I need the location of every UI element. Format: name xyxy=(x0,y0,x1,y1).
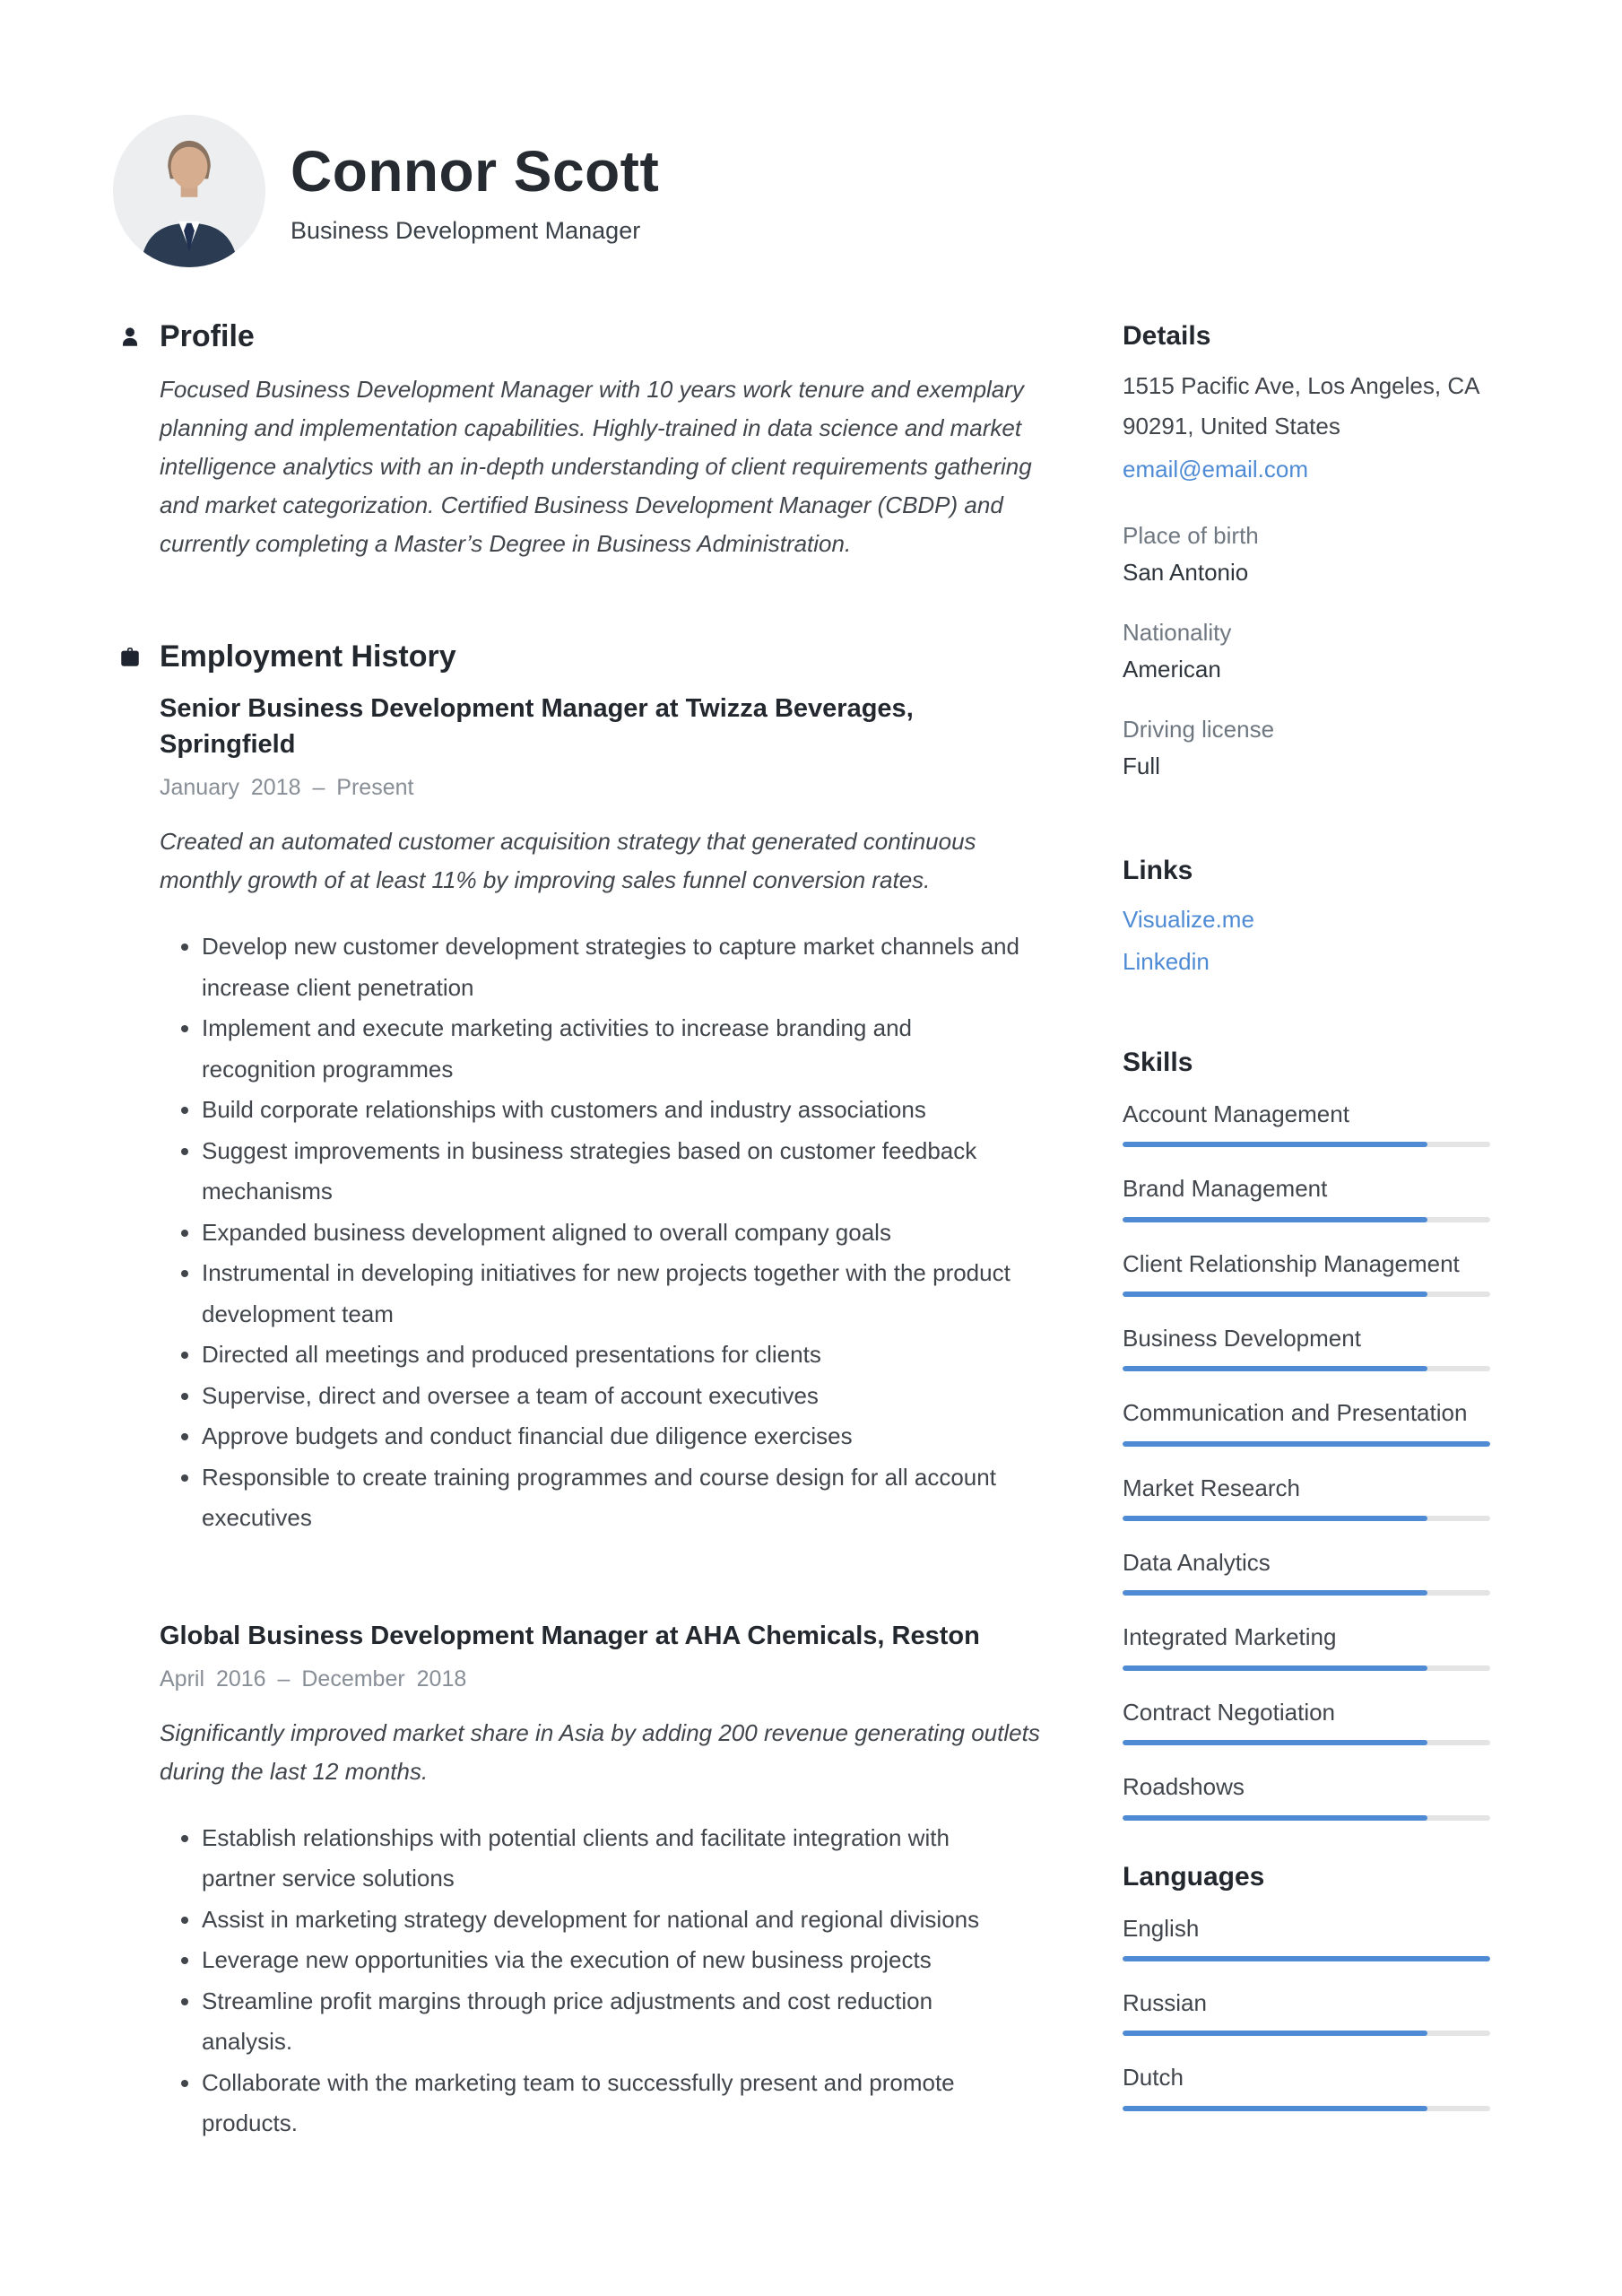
language-bar-fill xyxy=(1123,1956,1490,1961)
portrait-photo-placeholder xyxy=(113,115,265,267)
links-section xyxy=(1123,856,1490,983)
language-row xyxy=(1123,2061,1490,2110)
skill-row xyxy=(1123,1396,1490,1446)
job-bullet: • Develop new customer development strategies to capture market channels and increase client penetration xyxy=(202,926,1020,1008)
language-bar-track xyxy=(1123,2031,1490,2036)
skill-bar-fill xyxy=(1123,1590,1427,1596)
skill-bar-fill xyxy=(1123,1516,1427,1521)
header xyxy=(0,0,1622,267)
details-heading: Details xyxy=(1123,321,1211,351)
field-value-driving-license: Full xyxy=(1123,752,1160,780)
skill-bar-track xyxy=(1123,1441,1490,1447)
job-title: Senior Business Development Manager at Twizza Beverages, Springfield xyxy=(160,694,914,760)
skill-bar-fill xyxy=(1123,1292,1427,1297)
skill-row xyxy=(1123,1770,1490,1820)
language-row xyxy=(1123,1912,1490,1961)
skill-name: Integrated Marketing xyxy=(1123,1623,1337,1651)
job-bullet-list xyxy=(160,926,1020,1539)
address: 1515 Pacific Ave, Los Angeles, CA 90291, United States xyxy=(1123,372,1479,439)
profile-summary: Focused Business Development Manager with 10 years work tenure and exemplary planning and implementation capabilities. Highly-trained in data science and market intelligence analytics with an in-depth understanding of client requirements gathering and market categorization. Certified Business Development Manager (CBDP) and currently completing a Master’s Degree in Business Administration. xyxy=(160,376,1032,557)
skill-row xyxy=(1123,1248,1490,1297)
skill-name: Market Research xyxy=(1123,1474,1300,1501)
employment-heading: Employment History xyxy=(160,639,456,674)
field-label-nationality: Nationality xyxy=(1123,619,1232,647)
content-columns xyxy=(0,319,1622,2144)
skill-bar-fill xyxy=(1123,1217,1427,1222)
skill-name: Data Analytics xyxy=(1123,1549,1271,1577)
link-linkedin[interactable]: Linkedin xyxy=(1123,947,1210,975)
skill-bar-fill xyxy=(1123,1665,1427,1671)
person-name: Connor Scott xyxy=(291,138,660,204)
language-bar-fill xyxy=(1123,2106,1427,2111)
person-icon xyxy=(118,325,142,350)
job-bullet-list xyxy=(160,1818,1020,2144)
field-label-driving-license: Driving license xyxy=(1123,716,1275,744)
language-name: English xyxy=(1123,1914,1200,1942)
language-bar-fill xyxy=(1123,2031,1427,2036)
language-row xyxy=(1123,1987,1490,2036)
skill-bar-track xyxy=(1123,1217,1490,1222)
skill-bar-track xyxy=(1123,1366,1490,1371)
job-summary: Created an automated customer acquisition strategy that generated continuous monthly growth of at least 11% by improving sales funnel conversion rates. xyxy=(160,828,976,894)
job-bullet: • Expanded business development aligned to overall company goals xyxy=(202,1213,1020,1254)
main-column xyxy=(118,319,1073,2144)
job-entry-1 xyxy=(160,691,1073,1538)
language-bar-track xyxy=(1123,1956,1490,1961)
job-bullet: • Streamline profit margins through price adjustments and cost reduction analysis. xyxy=(202,1981,1020,2063)
job-bullet: • Suggest improvements in business strategies based on customer feedback mechanisms xyxy=(202,1131,1020,1213)
skill-name: Contract Negotiation xyxy=(1123,1698,1336,1726)
language-name: Russian xyxy=(1123,1989,1207,2017)
job-bullet: • Collaborate with the marketing team to successfully present and promote products. xyxy=(202,2063,1020,2144)
skill-bar-track xyxy=(1123,1740,1490,1745)
skill-bar-track xyxy=(1123,1815,1490,1821)
job-bullet: • Approve budgets and conduct financial due diligence exercises xyxy=(202,1416,1020,1457)
job-bullet: • Supervise, direct and oversee a team of account executives xyxy=(202,1376,1020,1417)
skills-heading: Skills xyxy=(1123,1047,1193,1077)
languages-section xyxy=(1123,1862,1490,2111)
profile-heading-row xyxy=(118,319,1073,354)
job-dates: April 2016 – December 2018 xyxy=(160,1665,467,1692)
job-title: Global Business Development Manager at AHA Chemicals, Reston xyxy=(160,1621,980,1650)
skill-row xyxy=(1123,1472,1490,1521)
link-visualize-me[interactable]: Visualize.me xyxy=(1123,906,1254,934)
skills-section xyxy=(1123,1048,1490,1821)
profile-photo xyxy=(113,115,265,267)
job-bullet: • Leverage new opportunities via the execution of new business projects xyxy=(202,1940,1020,1981)
skill-bar-track xyxy=(1123,1590,1490,1596)
job-bullet: • Establish relationships with potential clients and facilitate integration with partner service solutions xyxy=(202,1818,1020,1900)
skill-name: Roadshows xyxy=(1123,1773,1245,1801)
job-bullet: • Instrumental in developing initiatives for new projects together with the product development team xyxy=(202,1253,1020,1335)
job-bullet: • Implement and execute marketing activities to increase branding and recognition programmes xyxy=(202,1008,1020,1090)
sidebar xyxy=(1123,319,1490,2136)
profile-section xyxy=(118,319,1073,562)
job-dates: January 2018 – Present xyxy=(160,775,414,801)
skill-row xyxy=(1123,1322,1490,1371)
skill-row xyxy=(1123,1172,1490,1222)
skill-row xyxy=(1123,1621,1490,1670)
skill-name: Business Development xyxy=(1123,1324,1361,1352)
languages-heading: Languages xyxy=(1123,1861,1265,1892)
job-bullet: • Directed all meetings and produced presentations for clients xyxy=(202,1335,1020,1376)
skill-bar-fill xyxy=(1123,1366,1427,1371)
skill-bar-track xyxy=(1123,1142,1490,1147)
links-heading: Links xyxy=(1123,856,1193,886)
skill-row xyxy=(1123,1546,1490,1596)
job-summary: Significantly improved market share in Asia by adding 200 revenue generating outlets during the last 12 months. xyxy=(160,1718,1040,1785)
header-text xyxy=(291,138,659,245)
skill-row xyxy=(1123,1098,1490,1147)
skill-row xyxy=(1123,1696,1490,1745)
language-bar-track xyxy=(1123,2106,1490,2111)
skill-name: Client Relationship Management xyxy=(1123,1249,1460,1277)
person-title: Business Development Manager xyxy=(291,216,641,244)
skill-bar-track xyxy=(1123,1292,1490,1297)
skill-name: Account Management xyxy=(1123,1100,1349,1127)
briefcase-icon xyxy=(118,645,142,670)
employment-heading-row xyxy=(118,639,1073,674)
skill-bar-fill xyxy=(1123,1142,1427,1147)
language-name: Dutch xyxy=(1123,2064,1184,2092)
details-section xyxy=(1123,321,1490,780)
skill-bar-fill xyxy=(1123,1740,1427,1745)
skill-name: Brand Management xyxy=(1123,1175,1328,1203)
field-value-place-of-birth: San Antonio xyxy=(1123,559,1249,587)
job-entry-2 xyxy=(160,1618,1073,2144)
job-bullet: • Assist in marketing strategy development for national and regional divisions xyxy=(202,1900,1020,1941)
skill-bar-track xyxy=(1123,1516,1490,1521)
employment-section xyxy=(118,639,1073,2144)
skill-bar-fill xyxy=(1123,1441,1490,1447)
skill-bar-track xyxy=(1123,1665,1490,1671)
field-label-place-of-birth: Place of birth xyxy=(1123,522,1259,550)
skill-bar-fill xyxy=(1123,1815,1427,1821)
profile-heading: Profile xyxy=(160,319,255,353)
job-bullet: • Build corporate relationships with customers and industry associations xyxy=(202,1090,1020,1131)
skill-name: Communication and Presentation xyxy=(1123,1399,1468,1427)
field-value-nationality: American xyxy=(1123,656,1221,683)
email-link[interactable]: email@email.com xyxy=(1123,456,1308,483)
job-bullet: • Responsible to create training programmes and course design for all account executives xyxy=(202,1457,1020,1539)
